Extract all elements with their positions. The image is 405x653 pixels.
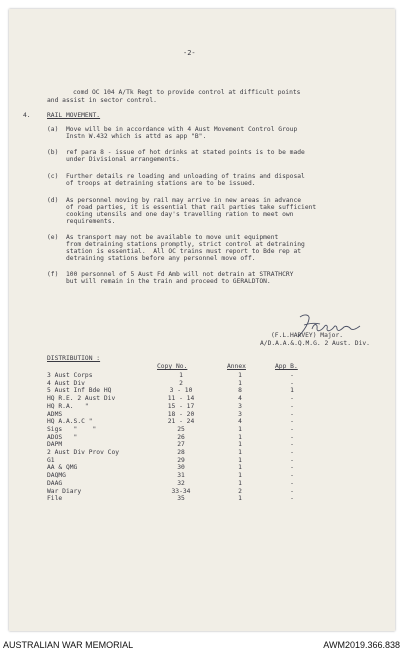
distribution-recipient: DAQMG	[47, 472, 66, 480]
distribution-copy-no: 25	[177, 425, 185, 433]
distribution-copy-no: 2	[179, 379, 183, 387]
distribution-recipient: HQ R.A. "	[47, 402, 89, 410]
archive-footer	[0, 638, 405, 653]
catalogue-number: AWM2019.366.838	[323, 640, 400, 650]
distribution-annex: 1	[238, 433, 242, 441]
distribution-annex: 1	[238, 425, 242, 433]
distribution-copy-no: 18 - 20	[167, 410, 195, 418]
distribution-recipient: 3 Aust Corps	[47, 372, 93, 379]
para-label: (a)	[47, 126, 59, 133]
distribution-annex: 1	[238, 456, 242, 464]
para-line: 100 personnel of 5 Aust Fd Amb will not detrain at STRATHCRY	[66, 271, 294, 278]
para-line: As transport may not be available to move unit equipment	[66, 234, 279, 241]
distribution-annex: 2	[238, 487, 242, 495]
distribution-app-b: -	[290, 495, 294, 503]
distribution-copy-no: 31	[177, 472, 185, 480]
distribution-annex: 1	[238, 449, 242, 456]
para-line: Instn W.432 which is attd as app "B".	[66, 133, 207, 140]
signature-title: A/D.A.A.&.Q.M.G. 2 Aust. Div.	[260, 340, 370, 347]
distribution-app-b: -	[290, 395, 294, 403]
archive-name: AUSTRALIAN WAR MEMORIAL	[3, 640, 134, 650]
para-line: cooking utensils and one day's travelling ration to meet own	[66, 211, 294, 218]
para-line: ref para 8 - issue of hot drinks at stated points is to be made	[66, 149, 305, 156]
para-label: (b)	[47, 149, 59, 156]
distribution-app-b: -	[290, 418, 294, 426]
distribution-recipient: AA & QMG	[47, 464, 78, 472]
distribution-recipient: 5 Aust Inf Bde HQ	[47, 387, 112, 395]
distribution-app-b: -	[290, 479, 294, 487]
para-line: As personnel moving by rail may arrive in new areas in advance	[66, 197, 302, 204]
column-header-copy: Copy No.	[157, 363, 188, 370]
para-label: (e)	[47, 234, 59, 241]
distribution-copy-no: 30	[177, 464, 185, 472]
distribution-annex: 3	[238, 410, 242, 418]
distribution-annex: 1	[238, 464, 242, 472]
distribution-copy-no: 32	[177, 479, 185, 487]
distribution-recipient: G1	[47, 456, 55, 464]
distribution-app-b: -	[290, 441, 294, 449]
distribution-recipient: HQ R.E. 2 Aust Div	[47, 395, 116, 403]
distribution-copy-no: 3 - 10	[169, 387, 193, 395]
para-label: (c)	[47, 173, 59, 180]
distribution-recipient: ADOS "	[47, 433, 78, 441]
distribution-recipient: File	[47, 495, 63, 503]
distribution-app-b: -	[290, 372, 294, 379]
distribution-recipient: 4 Aust Div	[47, 379, 85, 387]
distribution-annex: 1	[238, 379, 242, 387]
distribution-app-b: -	[290, 472, 294, 480]
distribution-recipient: DAPM	[47, 441, 63, 449]
para-line: from detraining stations promptly, strict control at detraining	[66, 241, 305, 248]
intro-line: comd OC 104 A/Tk Regt to provide control at difficult points	[73, 89, 301, 96]
distribution-app-b: -	[290, 449, 294, 456]
distribution-annex: 3	[238, 402, 242, 410]
para-line: requirements.	[66, 218, 116, 225]
intro-line: and assist in sector control.	[47, 97, 157, 104]
para-line: of troops at detraining stations are to be issued.	[66, 180, 256, 187]
distribution-copy-no: 21 - 24	[167, 418, 195, 426]
column-header-annex: Annex	[227, 363, 246, 370]
distribution-recipient: ADMS	[47, 410, 63, 418]
distribution-annex: 1	[238, 441, 242, 449]
section-number: 4.	[23, 112, 31, 119]
distribution-copy-no: 11 - 14	[167, 395, 195, 403]
para-label: (f)	[47, 271, 59, 278]
distribution-app-b: -	[290, 402, 294, 410]
distribution-annex: 1	[238, 479, 242, 487]
distribution-recipient: Sigs " "	[47, 425, 97, 433]
para-label: (d)	[47, 197, 59, 204]
distribution-annex: 1	[238, 372, 242, 379]
para-line: under Divisional arrangements.	[66, 156, 180, 163]
distribution-copy-no: 29	[177, 456, 185, 464]
para-line: Move will be in accordance with 4 Aust Movement Control Group	[66, 126, 298, 133]
distribution-copy-no: 15 - 17	[167, 402, 195, 410]
para-line: station is essential. All OC trains must report to Bde rep at	[66, 248, 302, 255]
distribution-copy-no: 35	[177, 495, 185, 503]
distribution-app-b: 1	[290, 387, 294, 395]
distribution-app-b: -	[290, 487, 294, 495]
distribution-copy-no: 28	[177, 449, 185, 456]
distribution-annex: 4	[238, 395, 242, 403]
para-line: but will remain in the train and proceed to GERALDTON.	[66, 278, 271, 285]
distribution-annex: 4	[238, 418, 242, 426]
distribution-copy-no: 1	[179, 372, 183, 379]
section-title: RAIL MOVEMENT.	[47, 112, 101, 119]
para-line: of road parties, it is essential that rail parties take sufficient	[66, 204, 317, 211]
distribution-annex: 1	[238, 495, 242, 503]
distribution-annex: 8	[238, 387, 242, 395]
distribution-recipient: 2 Aust Div Prov Coy	[47, 449, 120, 456]
distribution-app-b: -	[290, 425, 294, 433]
distribution-copy-no: 33-34	[171, 487, 191, 495]
distribution-app-b: -	[290, 410, 294, 418]
distribution-copy-no: 27	[177, 441, 185, 449]
distribution-recipient: War Diary	[47, 487, 82, 495]
distribution-title: DISTRIBUTION :	[47, 355, 101, 362]
para-line: Further details re loading and unloading of trains and disposal	[66, 173, 305, 180]
column-header-app: App B.	[275, 363, 298, 370]
para-line: detraining stations before any personnel move off.	[66, 255, 256, 262]
distribution-recipient: DAAG	[47, 479, 63, 487]
page-number: -2-	[183, 49, 196, 57]
distribution-app-b: -	[290, 379, 294, 387]
distribution-annex: 1	[238, 472, 242, 480]
distribution-app-b: -	[290, 464, 294, 472]
distribution-app-b: -	[290, 456, 294, 464]
signature-name: (F.L.HARVEY) Major.	[271, 332, 344, 339]
distribution-app-b: -	[290, 433, 294, 441]
distribution-recipient: HQ A.A.S.C "	[47, 418, 93, 426]
distribution-copy-no: 26	[177, 433, 185, 441]
document-page	[9, 9, 395, 631]
